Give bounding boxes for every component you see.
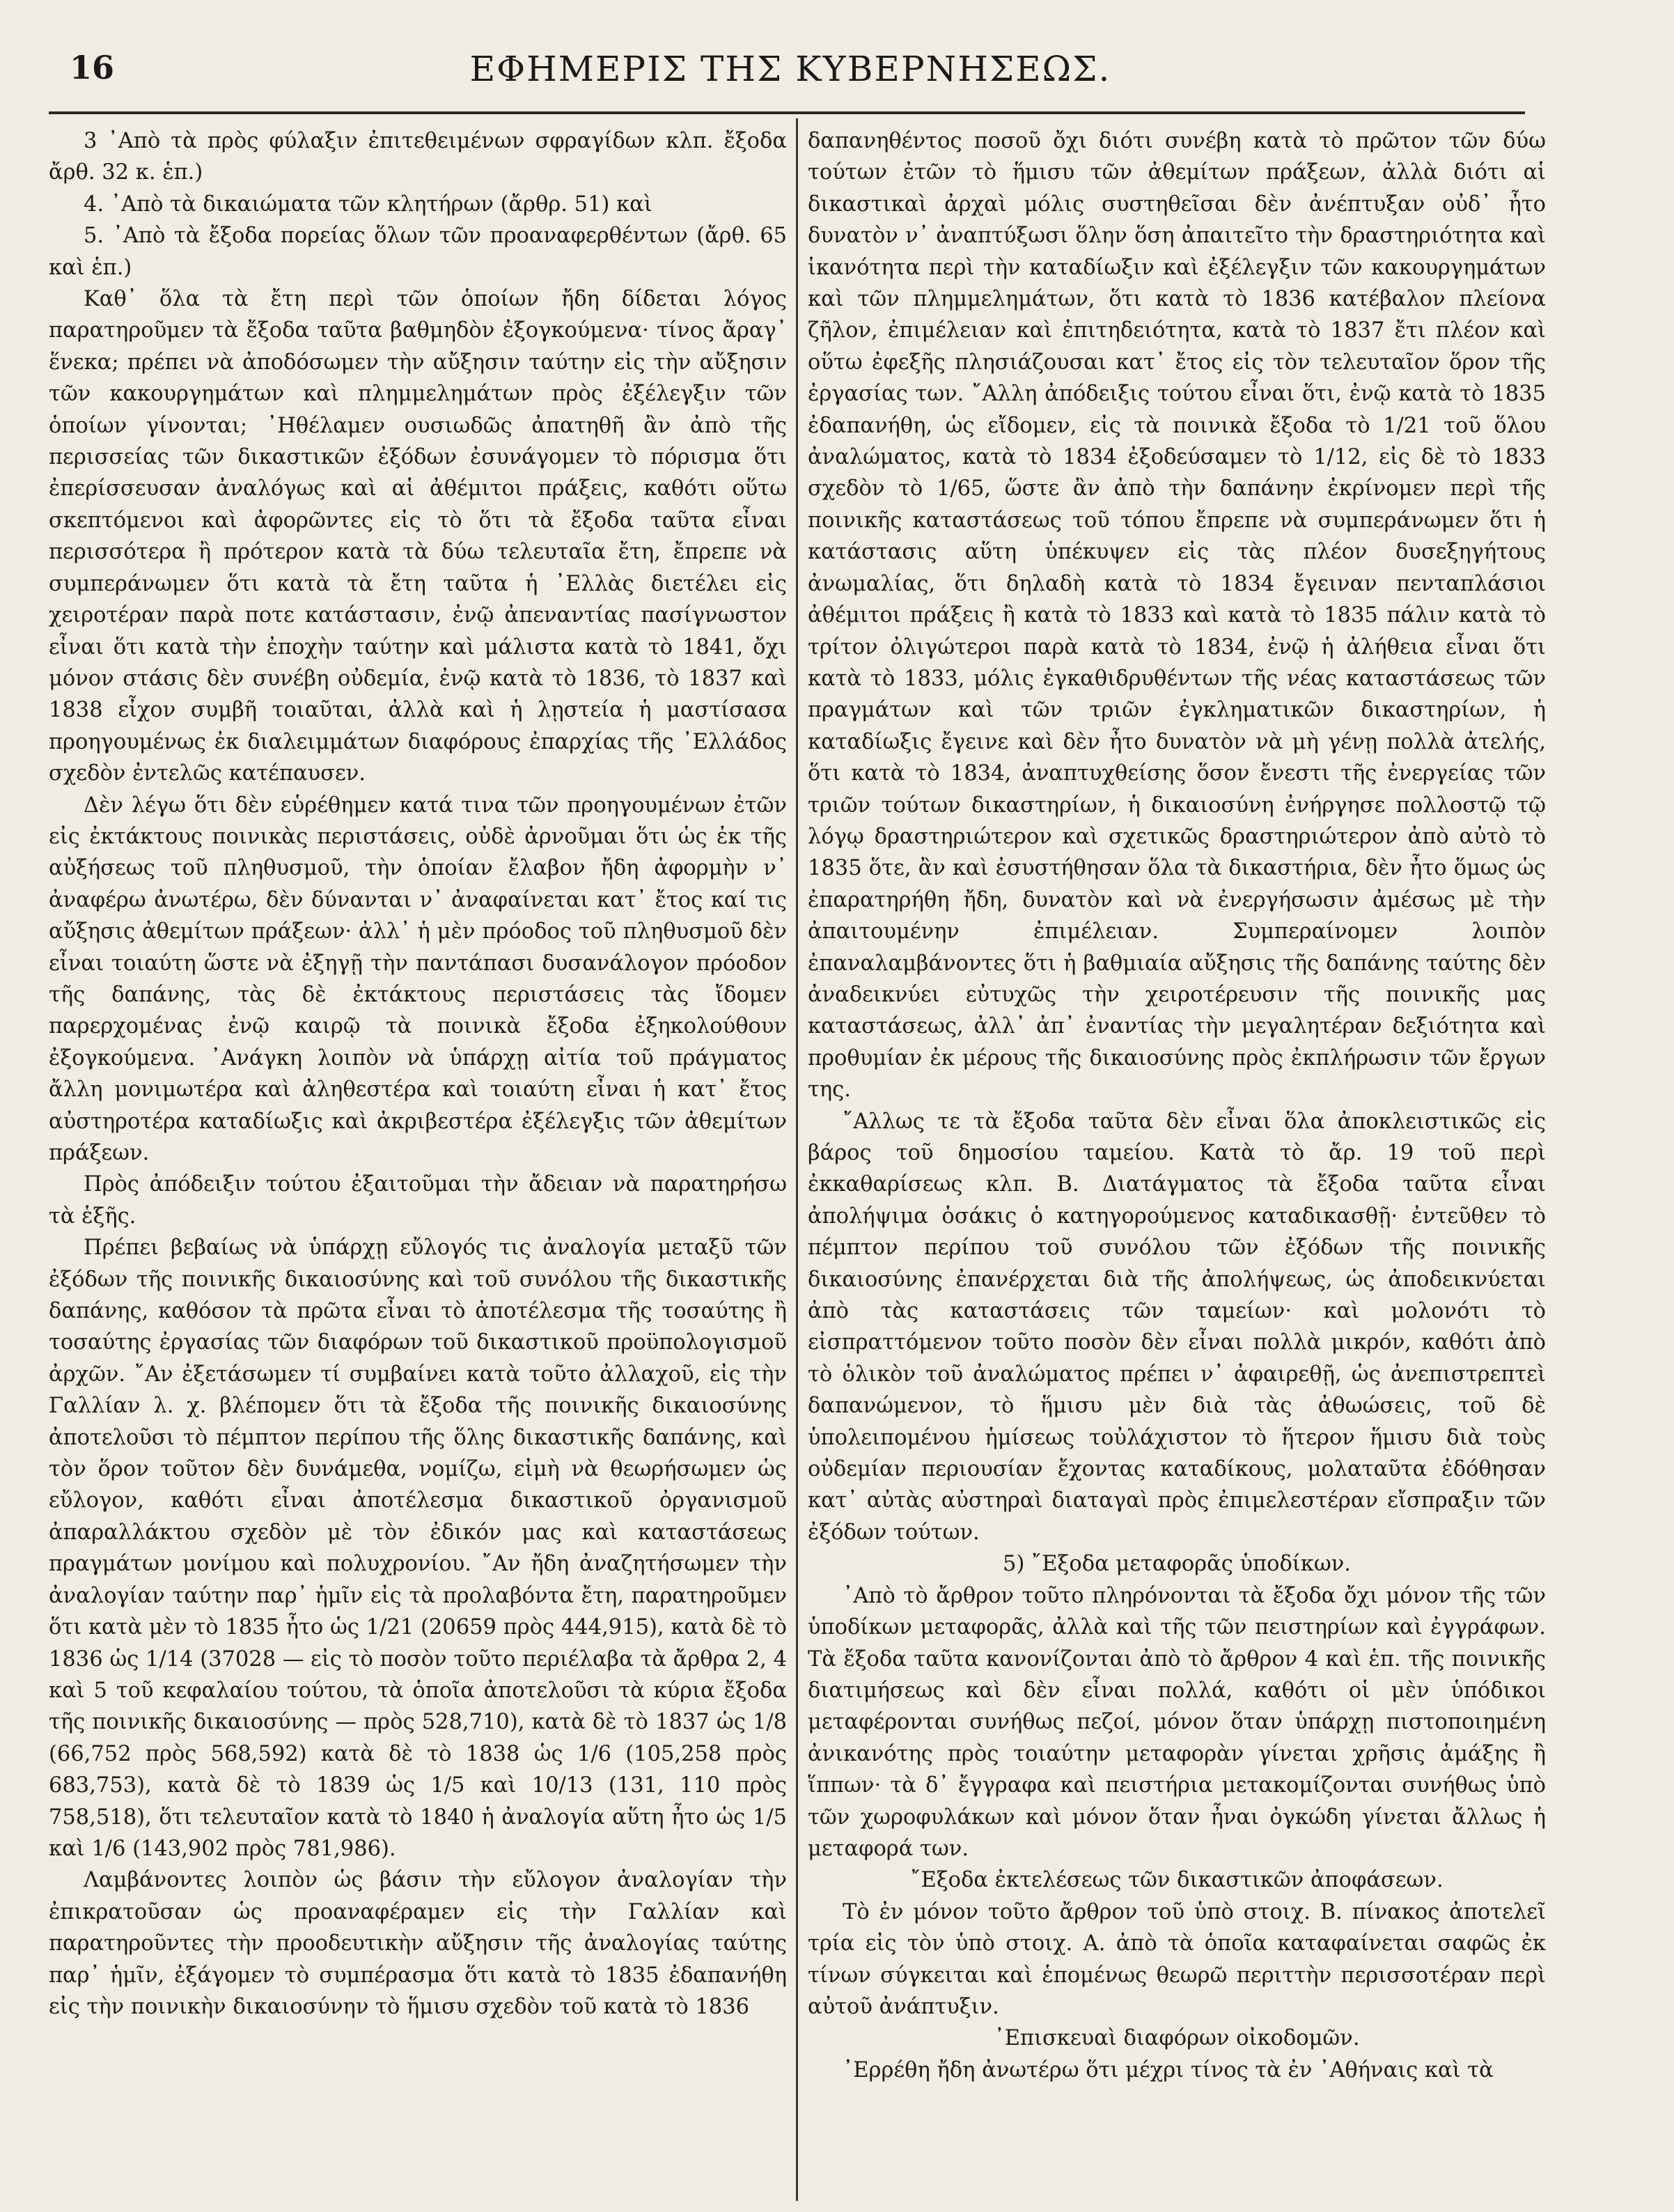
left-paragraph: Πρέπει βεβαίως νὰ ὑπάρχῃ εὔλογός τις ἀναλογία μεταξῦ τῶν ἐξόδων τῆς ποινικῆς δικαιοσύνης καὶ τοῦ συνόλου τῆς δικαστικῆς δαπάνης, καθόσον τὰ πρῶτα εἶναι τὸ ἀποτέλεσμα τῆς τοσαύτης ἢ τοσαύτης ἐργασίας τῶν διαφόρων τοῦ δικαστικοῦ προϋπολογισμοῦ ἀρχῶν. ῎Αν ἐξετάσωμεν τί συμβαίνει κατὰ τοῦτο ἀλλαχοῦ, εἰς τὴν Γαλλίαν λ. χ. βλέπομεν ὅτι τὰ ἔξοδα τῆς ποινικῆς δικαιοσύνης ἀποτελοῦσι τὸ πέμπτον περίπου τῆς ὅλης δικαστικῆς δαπάνης, καὶ τὸν ὅρον τοῦτον δὲν δυνάμεθα, νομίζω, εἰμὴ νὰ θεωρήσωμεν ὡς εὔλογον, καθότι εἶναι ἀποτέλεσμα δικαστικοῦ ὀργανισμοῦ ἀπαραλλάκτου σχεδὸν μὲ τὸν ἐδικόν μας καὶ καταστάσεως πραγμάτων μονίμου καὶ πολυχρονίου. ῎Αν ἤδη ἀναζητήσωμεν τὴν ἀναλογίαν ταύτην παρ᾽ ἡμῖν εἰς τὰ προλαβόντα ἔτη, παρατηροῦμεν ὅτι κατὰ μὲν τὸ 1835 ἦτο ὡς 1/21 (20659 πρὸς 444,915), κατὰ δὲ τὸ 1836 ὡς 1/14 (37028 — εἰς τὸ ποσὸν τοῦτο περιέλαβα τὰ ἄρθρα 2, 4 καὶ 5 τοῦ κεφαλαίου τούτου, τὰ ὁποῖα ἀποτελοῦσι τὰ κύρια ἔξοδα τῆς ποινικῆς δικαιοσύνης — πρὸς 528,710), κατὰ δὲ τὸ 1837 ὡς 1/8 (66,752 πρὸς 568,592) κατὰ δὲ τὸ 1838 ὡς 1/6 (105,258 πρὸς 683,753), κατὰ δὲ τὸ 1839 ὡς 1/5 καὶ 10/13 (131, 110 πρὸς 758,518), ὅτι τελευταῖον κατὰ τὸ 1840 ἡ ἀναλογία αὕτη ἦτο ὡς 1/5 καὶ 1/6 (143,902 πρὸς 781,986).: [49, 1236, 787, 1861]
right-column: [808, 125, 1546, 2086]
page-header: [42, 49, 1539, 98]
left-paragraph: 3 ᾽Απὸ τὰ πρὸς φύλαξιν ἐπιτεθειμένων σφραγίδων κλπ. ἔξοδα ἄρθ. 32 κ. ἑπ.): [49, 129, 787, 185]
right-paragraph: ᾽Απὸ τὸ ἄρθρον τοῦτο πληρόνονται τὰ ἔξοδα ὄχι μόνον τῆς τῶν ὑποδίκων μεταφορᾶς, ἀλλὰ καὶ τῆς τῶν πειστηρίων καὶ ἐγγράφων. Τὰ ἔξοδα ταῦτα κανονίζονται ἀπὸ τὸ ἄρθρον 4 καὶ ἑπ. τῆς ποινικῆς διατιμήσεως καὶ δὲν εἶναι πολλά, καθότι οἱ μὲν ὑπόδικοι μεταφέρονται συνήθως πεζοί, μόνον ὅταν ὑπάρχῃ πιστοποιημένη ἀνικανότης πρὸς τοιαύτην μεταφορὰν γίνεται χρῆσις ἁμάξης ἢ ἵππων· τὰ δ᾽ ἔγγραφα καὶ πειστήρια μετακομίζονται συνήθως ὑπὸ τῶν χωροφυλάκων καὶ μόνον ὅταν ἦναι ὀγκώδη γίνεται ἄλλως ἡ μεταφορά των.: [808, 1583, 1546, 1861]
left-paragraph: Δὲν λέγω ὅτι δὲν εὑρέθημεν κατά τινα τῶν προηγουμένων ἐτῶν εἰς ἐκτάκτους ποινικὰς περιστάσεις, οὐδὲ ἀρνοῦμαι ὅτι ὡς ἐκ τῆς αὐξήσεως τοῦ πληθυσμοῦ, τὴν ὁποίαν ἔλαβον ἤδη ἀφορμὴν ν᾽ ἀναφέρω ἀνωτέρω, δὲν δύνανται ν᾽ ἀναφαίνεται κατ᾽ ἔτος καί τις αὔξησις ἀθεμίτων πράξεων· ἀλλ᾽ ἡ μὲν πρόοδος τοῦ πληθυσμοῦ δὲν εἶναι τοιαύτη ὥστε νὰ ἐξηγῇ τὴν παντάπασι δυσανάλογον πρόοδον τῆς δαπάνης, τὰς δὲ ἐκτάκτους περιστάσεις τὰς ἴδομεν παρερχομένας ἐνῷ καιρῷ τὰ ποινικὰ ἔξοδα ἐξηκολούθουν ἐξογκούμενα. ᾽Ανάγκη λοιπὸν νὰ ὑπάρχῃ αἰτία τοῦ πράγματος ἄλλη μονιμωτέρα καὶ ἀληθεστέρα καὶ τοιαύτη εἶναι ἡ κατ᾽ ἔτος αὐστηροτέρα καταδίωξις καὶ ἀκριβεστέρα ἐξέλεγξις τῶν ἀθεμίτων πράξεων.: [49, 793, 787, 1165]
left-paragraph: Λαμβάνοντες λοιπὸν ὡς βάσιν τὴν εὔλογον ἀναλογίαν τὴν ἐπικρατοῦσαν ὡς προαναφέραμεν εἰς τὴν Γαλλίαν καὶ παρατηροῦντες τὴν προοδευτικὴν αὔξησιν τῆς ἀναλογίας ταύτης παρ᾽ ἡμῖν, ἐξάγομεν τὸ συμπέρασμα ὅτι κατὰ τὸ 1835 ἐδαπανήθη εἰς τὴν ποινικὴν δικαιοσύνην τὸ ἥμισυ σχεδὸν τοῦ κατὰ τὸ 1836: [49, 1868, 787, 2019]
page-number: 16: [70, 49, 115, 86]
left-paragraph: 5. ᾽Απὸ τὰ ἔξοδα πορείας ὅλων τῶν προαναφερθέντων (ἄρθ. 65 καὶ ἑπ.): [49, 224, 787, 280]
section-heading: ᾽Επισκευαὶ διαφόρων οἰκοδομῶν.: [994, 2026, 1360, 2051]
section-heading: ῎Εξοδα ἐκτελέσεως τῶν δικαστικῶν ἀποφάσεων.: [910, 1868, 1444, 1893]
left-paragraph: Πρὸς ἀπόδειξιν τούτου ἐξαιτοῦμαι τὴν ἄδειαν νὰ παρατηρήσω τὰ ἑξῆς.: [49, 1172, 787, 1229]
right-paragraph: δαπανηθέντος ποσοῦ ὄχι διότι συνέβη κατὰ τὸ πρῶτον τῶν δύω τούτων ἐτῶν τὸ ἥμισυ τῶν ἀθεμίτων πράξεων, ἀλλὰ διότι αἱ δικαστικαὶ ἀρχαὶ μόλις συστηθεῖσαι δὲν ἀνέπτυξαν οὐδ᾽ ἦτο δυνατὸν ν᾽ ἀναπτύξωσι ὅλην ὅση ἀπαιτεῖτο τὴν δραστηριότητα καὶ ἱκανότητα περὶ τὴν καταδίωξιν καὶ ἐξέλεγξιν τῶν κακουργημάτων καὶ τῶν πλημμελημάτων, ὅτι κατὰ τὸ 1836 κατέβαλον πλείονα ζῆλον, ἐπιμέλειαν καὶ ἐπιτηδειότητα, κατὰ τὸ 1837 ἔτι πλέον καὶ οὕτω ἐφεξῆς πλησιάζουσαι κατ᾽ ἔτος εἰς τὸν τελευταῖον ὅρον τῆς ἐργασίας των. ῎Αλλη ἀπόδειξις τούτου εἶναι ὅτι, ἐνῷ κατὰ τὸ 1835 ἐδαπανήθη, ὡς εἴδομεν, εἰς τὰ ποινικὰ ἔξοδα τὸ 1/21 τοῦ ὅλου ἀναλώματος, κατὰ τὸ 1834 ἐξοδεύσαμεν τὸ 1/12, εἰς δὲ τὸ 1833 σχεδὸν τὸ 1/65, ὥστε ἂν ἀπὸ τὴν δαπάνην ἐκρίνομεν περὶ τῆς ποινικῆς καταστάσεως τοῦ τόπου ἔπρεπε νὰ συμπεράνωμεν ὅτι ἡ κατάστασις αὕτη ὑπέκυψεν εἰς τὰς πλέον δυσεξηγήτους ἀνωμαλίας, ὅτι δηλαδὴ κατὰ τὸ 1834 ἔγειναν πενταπλάσιοι ἀθέμιτοι πράξεις ἢ κατὰ τὸ 1833 καὶ κατὰ τὸ 1835 πάλιν κατὰ τὸ τρίτον ὀλιγώτεροι παρὰ κατὰ τὸ 1834, ἐνῷ ἡ ἀλήθεια εἶναι ὅτι κατὰ τὸ 1833, μόλις ἐγκαθιδρυθέντων τῆς νέας καταστάσεως τῶν πραγμάτων καὶ τῶν τριῶν ἐγκληματικῶν δικαστηρίων, ἡ καταδίωξις ἔγεινε καὶ δὲν ἦτο δυνατὸν νὰ μὴ γένῃ πολλὰ ἀτελής, ὅτι κατὰ τὸ 1834, ἀναπτυχθείσης ὅσον ἔνεστι τῆς ἐνεργείας τῶν τριῶν τούτων δικαστηρίων, ἡ δικαιοσύνη ἐνήργησε πολλοστῷ τῷ λόγῳ δραστηριώτερον καὶ σχετικῶς δραστηριώτερον ἀπὸ αὐτὸ τὸ 1835 ὅτε, ἂν καὶ ἐσυστήθησαν ὅλα τὰ δικαστήρια, δὲν ἦτο ὅμως ὡς ἐπαρατηρήθη ἤδη, δυνατὸν καὶ νὰ ἐνεργήσωσιν ἀμέσως μὲ τὴν ἀπαιτουμένην ἐπιμέλειαν. Συμπεραίνομεν λοιπὸν ἐπαναλαμβάνοντες ὅτι ἡ βαθμιαία αὔξησις τῆς δαπάνης ταύτης δὲν ἀναδεικνύει εὐτυχῶς τὴν χειροτέρευσιν τῆς ποινικῆς μας καταστάσεως, ἀλλ᾽ ἀπ᾽ ἐναντίας τὴν μεγαλητέραν δεξιότητα καὶ προθυμίαν ἐκ μέρους τῆς δικαιοσύνης πρὸς ἐκπλήρωσιν τῶν ἔργων της.: [808, 129, 1546, 1103]
right-paragraph: Τὸ ἐν μόνον τοῦτο ἄρθρον τοῦ ὑπὸ στοιχ. Β. πίνακος ἀποτελεῖ τρία εἰς τὸν ὑπὸ στοιχ. Α. ἀπὸ τὰ ὁποῖα καταφαίνεται σαφῶς ἐκ τίνων σύγκειται καὶ ἑπομένως θεωρῶ περιττὴν περισσοτέραν περὶ αὐτοῦ ἀνάπτυξιν.: [808, 1899, 1546, 2019]
left-column: [49, 125, 787, 2023]
left-paragraph: Καθ᾽ ὅλα τὰ ἔτη περὶ τῶν ὁποίων ἤδη δίδεται λόγος παρατηροῦμεν τὰ ἔξοδα ταῦτα βαθμηδὸν ἐξογκούμενα· τίνος ἄραγ᾽ ἕνεκα; πρέπει νὰ ἀποδόσωμεν τὴν αὔξησιν ταύτην εἰς τὴν αὔξησιν τῶν κακουργημάτων καὶ πλημμελημάτων πρὸς ἐξέλεγξιν τῶν ὁποίων γίνονται; ᾽Ηθέλαμεν ουσιωδῶς ἀπατηθῆ ἂν ἀπὸ τῆς περισσείας τῶν δικαστικῶν ἐξόδων ἐσυνάγομεν τὸ πόρισμα ὅτι ἐπερίσσευσαν ἀναλόγως καὶ αἱ ἀθέμιτοι πράξεις, καθότι οὕτω σκεπτόμενοι καὶ ἀφορῶντες εἰς τὸ ὅτι τὰ ἔξοδα ταῦτα εἶναι περισσότερα ἢ πρότερον κατὰ τὰ δύω τελευταῖα ἔτη, ἔπρεπε νὰ συμπεράνωμεν ὅτι κατὰ τὰ ἔτη ταῦτα ἡ ᾽Ελλὰς διετέλει εἰς χειροτέραν παρὰ ποτε κατάστασιν, ἐνῷ ἀπεναντίας πασίγνωστον εἶναι ὅτι κατὰ τὴν ἐποχὴν ταύτην καὶ μάλιστα κατὰ τὸ 1841, ὄχι μόνον στάσις δὲν συνέβη οὐδεμία, ἐνῷ κατὰ τὸ 1836, τὸ 1837 καὶ 1838 εἶχον συμβῆ τοιαῦται, ἀλλὰ καὶ ἡ λῃστεία ἡ μαστίσασα προηγουμένως ἐκ διαλειμμάτων διαφόρους ἐπαρχίας τῆς ᾽Ελλάδος σχεδὸν ἐντελῶς κατέπαυσεν.: [49, 287, 787, 786]
right-paragraph: ᾽Ερρέθη ἤδη ἀνωτέρω ὅτι μέχρι τίνος τὰ ἐν ᾽Αθήναις καὶ τὰ: [843, 2057, 1494, 2082]
column-divider: [796, 118, 798, 2201]
section-heading: 5) ῎Εξοδα μεταφορᾶς ὑποδίκων.: [1003, 1552, 1351, 1577]
running-title: ΕΦΗΜΕΡΙΣ ΤΗΣ ΚΥΒΕΡΝΗΣΕΩΣ.: [469, 49, 1111, 89]
left-paragraph: 4. ᾽Απὸ τὰ δικαιώματα τῶν κλητήρων (ἄρθρ. 51) καὶ: [84, 192, 652, 217]
header-rule: [49, 111, 1525, 114]
right-paragraph: ῎Αλλως τε τὰ ἔξοδα ταῦτα δὲν εἶναι ὅλα ἀποκλειστικῶς εἰς βάρος τοῦ δημοσίου ταμείου. Κατὰ τὸ ἄρ. 19 τοῦ περὶ ἐκκαθαρίσεως κλπ. Β. Διατάγματος τὰ ἔξοδα ταῦτα εἶναι ἀπολήψιμα ὁσάκις ὁ κατηγορούμενος καταδικασθῇ· ἐντεῦθεν τὸ πέμπτον περίπου τοῦ συνόλου τῶν ἐξόδων τῆς ποινικῆς δικαιοσύνης ἐπανέρχεται διὰ τῆς ἀπολήψεως, ὡς ἀποδεικνύεται ἀπὸ τὰς καταστάσεις τῶν ταμείων· καὶ μολονότι τὸ εἰσπραττόμενον τοῦτο ποσὸν δὲν εἶναι πολλὰ μικρόν, καθότι ἀπὸ τὸ ὁλικὸν τοῦ ἀναλώματος πρέπει ν᾽ ἀφαιρεθῇ, ὡς ἀνεπιστρεπτεὶ δαπανώμενον, τὸ ἥμισυ μὲν διὰ τὰς ἀθωώσεις, τοῦ δὲ ὑπολειπομένου ἡμίσεως τοὐλάχιστον τὸ ἥτερον ἥμισυ διὰ τοὺς οὐδεμίαν περιουσίαν ἔχοντας καταδίκους, μολαταῦτα ἐδόθησαν κατ᾽ αὐτὰς αὐστηραὶ διαταγαὶ πρὸς ἐπιμελεστέραν εἴσπραξιν τῶν ἐξόδων τούτων.: [808, 1109, 1546, 1545]
